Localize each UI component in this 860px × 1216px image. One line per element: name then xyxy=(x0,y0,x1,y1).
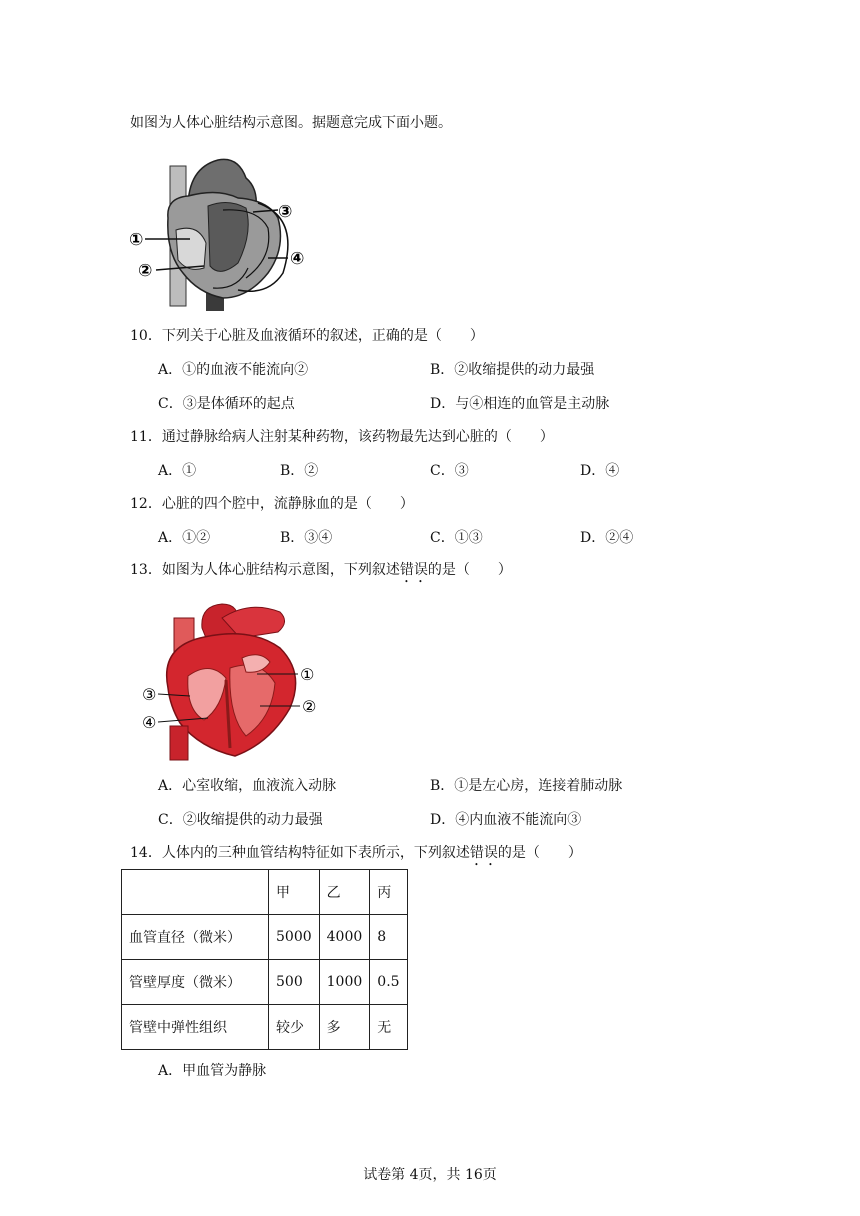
figure1-label-3: ③ xyxy=(278,202,293,222)
table-cell: 血管直径（微米） xyxy=(122,915,269,960)
table-cell: 多 xyxy=(319,1005,370,1050)
q11-option-d: D．④ xyxy=(580,463,620,479)
table-row xyxy=(122,915,408,960)
table-cell: 管壁厚度（微米） xyxy=(122,960,269,1005)
q13-stem-pre: 13．如图为人体心脏结构示意图，下列叙述 xyxy=(130,562,400,578)
table-cell: 1000 xyxy=(319,960,370,1005)
q13-option-d: D．④内血液不能流向③ xyxy=(430,812,582,828)
table-row xyxy=(122,960,408,1005)
q14-option-a: A．甲血管为静脉 xyxy=(158,1063,267,1079)
table-header-row xyxy=(122,870,408,915)
q10-option-b: B．②收缩提供的动力最强 xyxy=(430,362,595,378)
table-cell: 无 xyxy=(370,1005,407,1050)
table-cell: 0.5 xyxy=(370,960,407,1005)
table-cell: 4000 xyxy=(319,915,370,960)
heart-figure-1-drawing xyxy=(145,159,288,311)
q12-option-c: C．①③ xyxy=(430,530,483,546)
q14-stem-pre: 14．人体内的三种血管结构特征如下表所示，下列叙述 xyxy=(130,845,470,861)
q13-stem xyxy=(130,560,512,586)
table-cell: 管壁中弹性组织 xyxy=(122,1005,269,1050)
figure1-label-2: ② xyxy=(138,261,153,281)
q12-option-b: B．③④ xyxy=(280,530,333,546)
q10-option-a: A．①的血液不能流向② xyxy=(158,362,309,378)
heart-figure-2-drawing xyxy=(158,604,300,760)
table-header-cell: 甲 xyxy=(269,870,320,915)
q14-stem-emphasis: 错误 xyxy=(469,845,498,861)
table-cell: 8 xyxy=(370,915,407,960)
q12-option-a: A．①② xyxy=(158,530,211,546)
figure2-label-4: ④ xyxy=(142,713,157,732)
q13-stem-emphasis: 错误 xyxy=(399,562,428,578)
q10-option-d: D．与④相连的血管是主动脉 xyxy=(430,396,610,412)
q10-stem: 10．下列关于心脏及血液循环的叙述，正确的是（ ） xyxy=(130,328,484,344)
q10-option-c: C．③是体循环的起点 xyxy=(158,396,295,412)
q13-option-a: A．心室收缩，血液流入动脉 xyxy=(158,778,337,794)
figure2-label-2: ② xyxy=(302,697,317,716)
table-cell: 5000 xyxy=(269,915,320,960)
q11-option-c: C．③ xyxy=(430,463,469,479)
q11-stem: 11．通过静脉给病人注射某种药物，该药物最先达到心脏的（ ） xyxy=(130,429,554,445)
table-row xyxy=(122,1005,408,1050)
q11-option-a: A．① xyxy=(158,463,197,479)
figure2-label-3: ③ xyxy=(142,685,157,704)
figure1-label-4: ④ xyxy=(290,249,305,269)
page-footer: 试卷第 4页，共 16页 xyxy=(363,1167,497,1183)
table-header-cell: 丙 xyxy=(370,870,407,915)
table-header-cell xyxy=(122,870,269,915)
blood-vessel-table xyxy=(121,869,408,1050)
q14-stem-post: 的是（ ） xyxy=(497,845,582,861)
table-cell: 较少 xyxy=(269,1005,320,1050)
table-cell: 500 xyxy=(269,960,320,1005)
figure1-label-1: ① xyxy=(129,230,144,250)
heart-diagram-figure-1 xyxy=(128,148,318,313)
q12-option-d: D．②④ xyxy=(580,530,634,546)
q12-stem: 12．心脏的四个腔中，流静脉血的是（ ） xyxy=(130,496,414,512)
q13-stem-post: 的是（ ） xyxy=(427,562,512,578)
q14-stem xyxy=(130,843,582,869)
heart-illustration-figure-2 xyxy=(130,598,330,763)
q13-option-b: B．①是左心房，连接着肺动脉 xyxy=(430,778,623,794)
q13-option-c: C．②收缩提供的动力最强 xyxy=(158,812,323,828)
q11-option-b: B．② xyxy=(280,463,319,479)
intro-text: 如图为人体心脏结构示意图。据题意完成下面小题。 xyxy=(130,115,452,131)
table-header-cell: 乙 xyxy=(319,870,370,915)
figure2-label-1: ① xyxy=(300,665,315,684)
